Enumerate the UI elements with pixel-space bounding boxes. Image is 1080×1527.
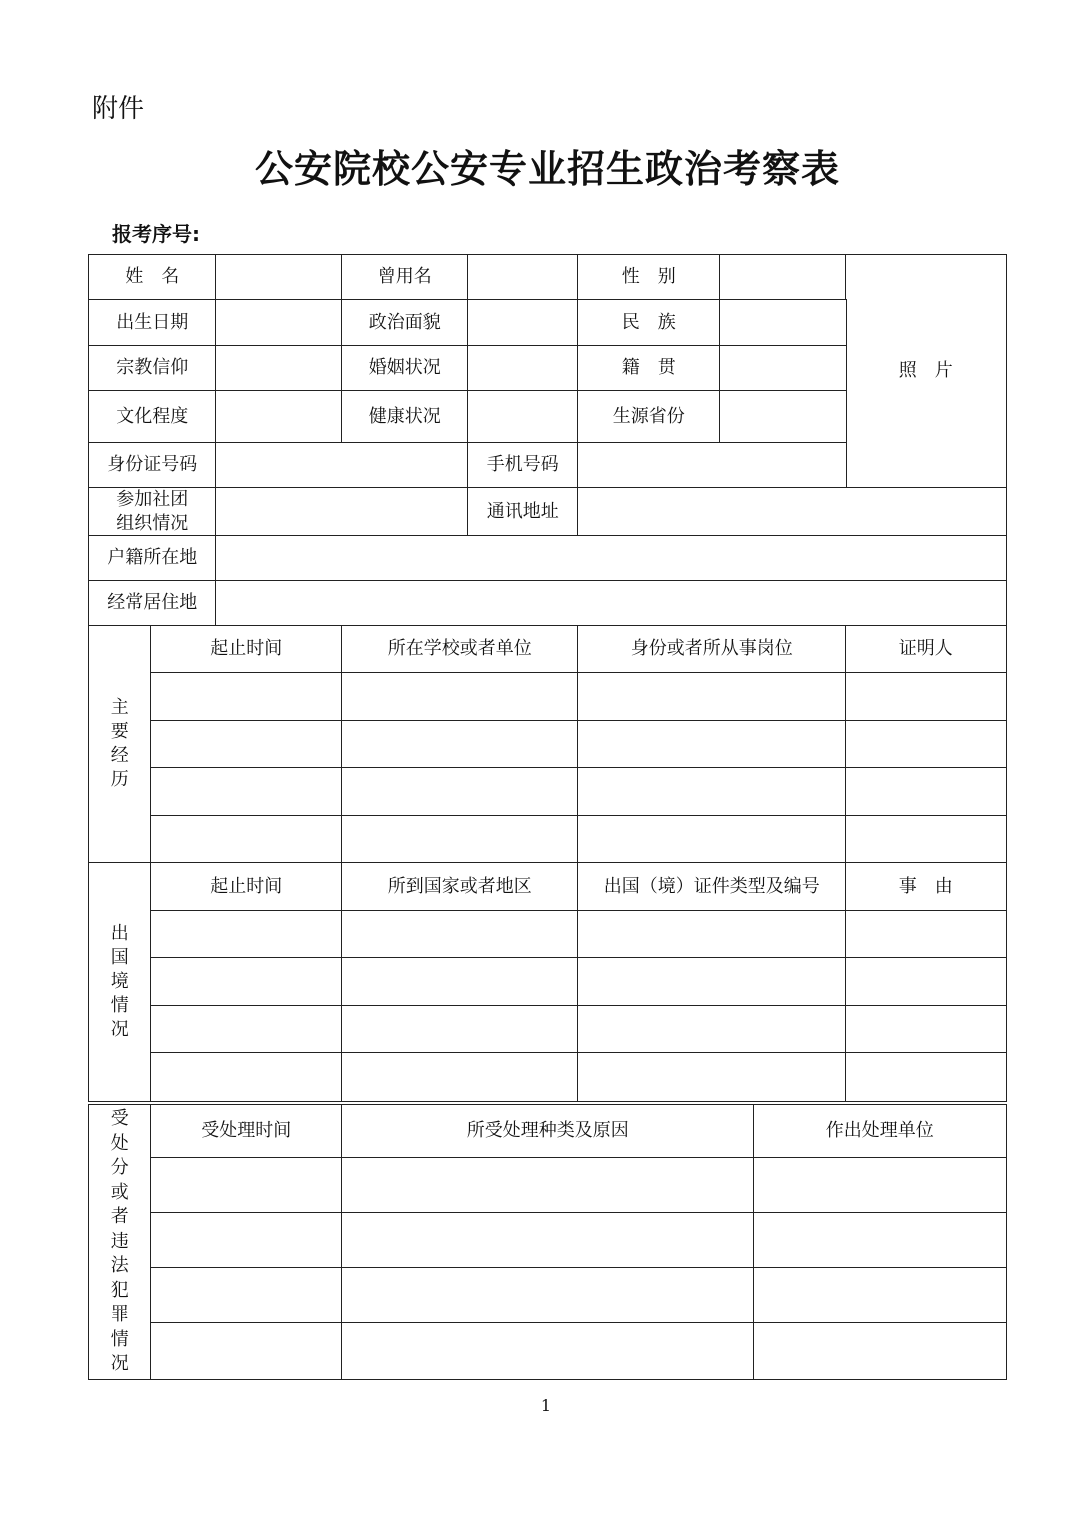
violations-cell[interactable] (341, 1267, 755, 1324)
organizations-field[interactable] (215, 487, 469, 537)
violations-cell[interactable] (753, 1157, 1007, 1214)
experience-cell[interactable] (577, 720, 847, 769)
abroad-cell[interactable] (150, 1052, 343, 1102)
health-field[interactable] (467, 390, 579, 444)
label-mobile: 手机号码 (467, 442, 579, 489)
abroad-cell[interactable] (577, 910, 847, 959)
experience-cell[interactable] (577, 767, 847, 817)
experience-cell[interactable] (150, 720, 343, 769)
violations-cell[interactable] (150, 1212, 343, 1269)
abroad-cell[interactable] (845, 957, 1007, 1007)
label-native-place: 籍 贯 (577, 345, 721, 392)
side-label-char: 要 (110, 721, 129, 743)
serial-number-label: 报考序号: (112, 222, 200, 246)
side-label-char: 历 (110, 769, 129, 791)
experience-side-label (88, 625, 152, 864)
native-place-field[interactable] (719, 345, 847, 392)
violations-header-0: 受处理时间 (150, 1104, 343, 1159)
violations-cell[interactable] (150, 1267, 343, 1324)
side-label-char: 出 (110, 922, 129, 944)
side-label-char: 主 (110, 697, 129, 719)
abroad-cell[interactable] (150, 1005, 343, 1054)
label-political-status: 政治面貌 (341, 299, 469, 347)
abroad-cell[interactable] (341, 1052, 579, 1102)
violations-cell[interactable] (341, 1322, 755, 1380)
label-mailing-address: 通讯地址 (467, 487, 579, 537)
name-field[interactable] (215, 254, 343, 301)
experience-header-1: 所在学校或者单位 (341, 625, 579, 674)
ethnicity-field[interactable] (719, 299, 847, 347)
experience-header-3: 证明人 (845, 625, 1007, 674)
page-number: 1 (540, 1396, 552, 1415)
label-organizations (88, 487, 217, 537)
abroad-cell[interactable] (577, 1052, 847, 1102)
marital-status-field[interactable] (467, 345, 579, 392)
gender-field[interactable] (719, 254, 847, 301)
experience-cell[interactable] (845, 672, 1007, 722)
source-province-field[interactable] (719, 390, 847, 444)
experience-cell[interactable] (341, 767, 579, 817)
label-id-number: 身份证号码 (88, 442, 217, 489)
abroad-header-0: 起止时间 (150, 862, 343, 912)
abroad-cell[interactable] (577, 957, 847, 1007)
violations-side-label (88, 1104, 152, 1380)
label-birth-date: 出生日期 (88, 299, 217, 347)
experience-cell[interactable] (845, 767, 1007, 817)
experience-cell[interactable] (341, 720, 579, 769)
annex-label: 附件 (92, 94, 145, 124)
violations-header-1: 所受处理种类及原因 (341, 1104, 755, 1159)
experience-cell[interactable] (577, 672, 847, 722)
label-former-name: 曾用名 (341, 254, 469, 301)
abroad-side-label (88, 862, 152, 1102)
abroad-cell[interactable] (150, 910, 343, 959)
label-source-province: 生源省份 (577, 390, 721, 444)
label-marital-status: 婚姻状况 (341, 345, 469, 392)
id-number-field[interactable] (215, 442, 469, 489)
side-label-char: 境 (110, 970, 129, 992)
experience-cell[interactable] (341, 815, 579, 864)
abroad-header-2: 出国（境）证件类型及编号 (577, 862, 847, 912)
photo-box[interactable]: 照 片 (845, 254, 1007, 489)
abroad-cell[interactable] (845, 1005, 1007, 1054)
education-field[interactable] (215, 390, 343, 444)
religion-field[interactable] (215, 345, 343, 392)
abroad-cell[interactable] (845, 1052, 1007, 1102)
label-residence: 经常居住地 (88, 580, 217, 627)
violations-cell[interactable] (341, 1157, 755, 1214)
violations-cell[interactable] (341, 1212, 755, 1269)
label-health: 健康状况 (341, 390, 469, 444)
side-label-char: 者 (110, 1206, 129, 1227)
experience-cell[interactable] (845, 720, 1007, 769)
former-name-field[interactable] (467, 254, 579, 301)
abroad-header-3: 事 由 (845, 862, 1007, 912)
side-label-char: 情 (110, 1328, 129, 1350)
label-education: 文化程度 (88, 390, 217, 444)
side-label-char: 分 (110, 1157, 129, 1178)
experience-header-0: 起止时间 (150, 625, 343, 674)
abroad-header-1: 所到国家或者地区 (341, 862, 579, 912)
label-gender: 性 别 (577, 254, 721, 301)
side-label-char: 经 (110, 745, 129, 767)
label-name: 姓 名 (88, 254, 217, 301)
side-label-char: 或 (110, 1181, 129, 1203)
mailing-address-field[interactable] (577, 487, 1007, 537)
violations-cell[interactable] (753, 1212, 1007, 1269)
label-household-registration: 户籍所在地 (88, 535, 217, 582)
side-label-char: 受 (110, 1108, 129, 1129)
label-line: 参加社团 (116, 488, 189, 510)
abroad-cell[interactable] (341, 910, 579, 959)
experience-cell[interactable] (150, 815, 343, 864)
abroad-cell[interactable] (845, 910, 1007, 959)
side-label-char: 法 (110, 1255, 129, 1276)
side-label-char: 处 (110, 1132, 129, 1154)
mobile-field[interactable] (577, 442, 847, 489)
label-ethnicity: 民 族 (577, 299, 721, 347)
side-label-char: 况 (110, 1353, 129, 1374)
experience-header-2: 身份或者所从事岗位 (577, 625, 847, 674)
violations-cell[interactable] (150, 1157, 343, 1214)
violations-cell[interactable] (753, 1322, 1007, 1380)
experience-cell[interactable] (341, 672, 579, 722)
abroad-cell[interactable] (341, 957, 579, 1007)
violations-header-2: 作出处理单位 (753, 1104, 1007, 1159)
side-label-char: 违 (110, 1230, 129, 1252)
birth-date-field[interactable] (215, 299, 343, 347)
violations-cell[interactable] (753, 1267, 1007, 1324)
page-title: 公安院校公安专业招生政治考察表 (254, 146, 840, 191)
experience-cell[interactable] (577, 815, 847, 864)
violations-cell[interactable] (150, 1322, 343, 1380)
household-registration-field[interactable] (215, 535, 1007, 582)
side-label-char: 国 (110, 946, 129, 968)
experience-cell[interactable] (150, 672, 343, 722)
side-label-char: 犯 (110, 1279, 129, 1301)
label-line: 组织情况 (116, 512, 189, 534)
experience-cell[interactable] (150, 767, 343, 817)
experience-cell[interactable] (845, 815, 1007, 864)
abroad-cell[interactable] (150, 957, 343, 1007)
side-label-char: 罪 (110, 1304, 129, 1325)
political-status-field[interactable] (467, 299, 579, 347)
side-label-char: 情 (110, 994, 129, 1016)
abroad-cell[interactable] (341, 1005, 579, 1054)
abroad-cell[interactable] (577, 1005, 847, 1054)
side-label-char: 况 (110, 1018, 129, 1040)
label-religion: 宗教信仰 (88, 345, 217, 392)
residence-field[interactable] (215, 580, 1007, 627)
